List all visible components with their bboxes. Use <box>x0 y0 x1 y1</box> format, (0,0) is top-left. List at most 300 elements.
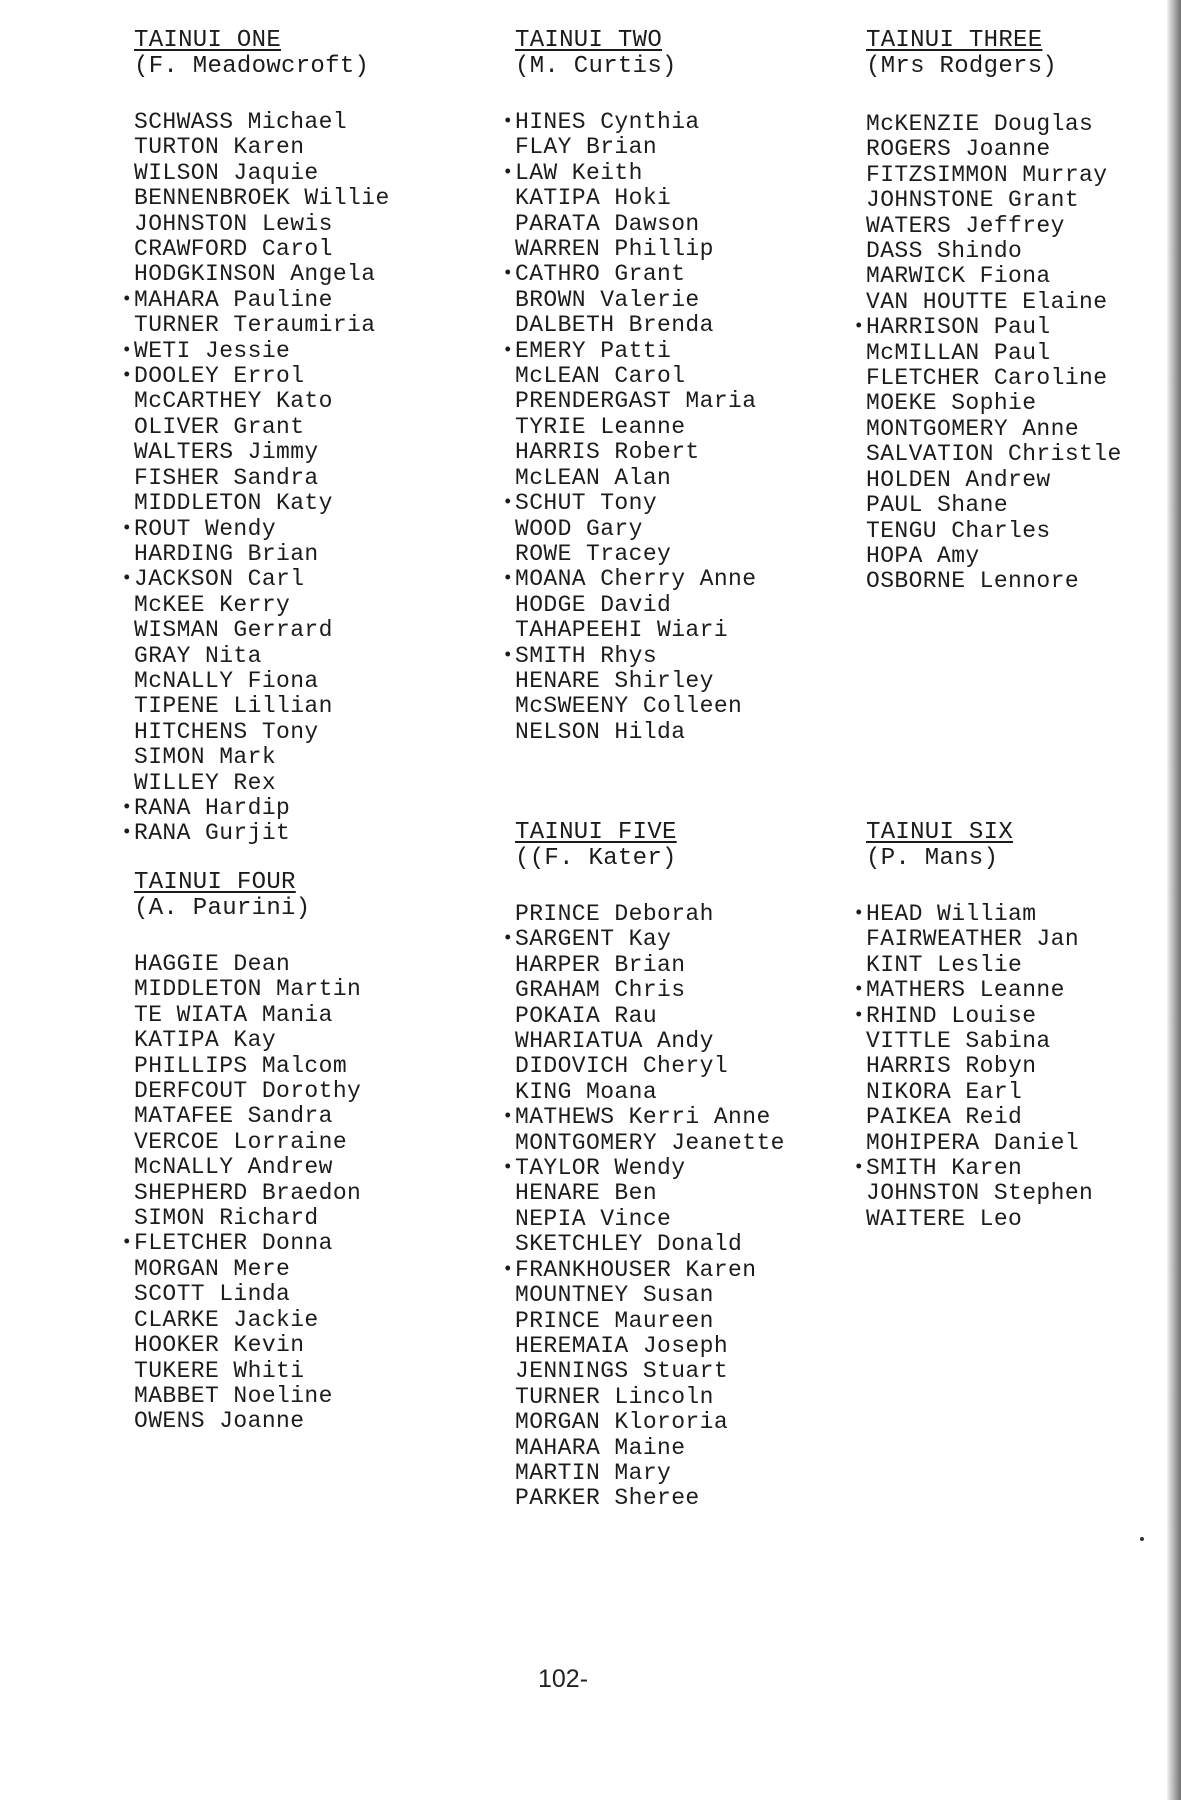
member-name: FLETCHER Donna <box>134 1230 333 1257</box>
member-row <box>866 264 1181 289</box>
member-row <box>502 566 875 593</box>
member-name: FISHER Sandra <box>134 464 319 491</box>
member-name: DOOLEY Errol <box>134 363 305 390</box>
member-name: CLARKE Jackie <box>134 1306 319 1333</box>
member-row <box>134 720 494 745</box>
member-row <box>866 290 1181 315</box>
member-name: PHILLIPS Malcom <box>134 1052 348 1079</box>
member-name: WHARIATUA Andy <box>515 1028 714 1055</box>
member-name: MABBET Noeline <box>134 1382 333 1409</box>
member-list <box>853 901 1181 1232</box>
member-row <box>866 239 1181 264</box>
member-row <box>515 1309 875 1334</box>
scan-speck <box>1140 1537 1144 1541</box>
member-row <box>515 953 875 978</box>
member-row <box>134 1308 494 1333</box>
member-row <box>134 212 494 237</box>
member-name: McKEE Kerry <box>134 591 291 618</box>
member-name: MONTGOMERY Anne <box>866 415 1080 442</box>
member-list <box>853 111 1181 595</box>
member-row <box>515 1334 875 1359</box>
member-name: TENGU Charles <box>866 517 1051 544</box>
member-row <box>866 163 1181 188</box>
member-row <box>515 902 875 927</box>
member-name: WARREN Phillip <box>515 236 714 263</box>
member-name: MIDDLETON Martin <box>134 976 362 1003</box>
asterisk-marker: • <box>502 569 514 590</box>
member-name: MOEKE Sophie <box>866 390 1037 417</box>
member-row <box>134 618 494 643</box>
member-row <box>134 771 494 796</box>
member-name: PRINCE Maureen <box>515 1307 714 1334</box>
member-name: PAUL Shane <box>866 492 1009 519</box>
member-name: HARRIS Robert <box>515 439 700 466</box>
member-name: ROUT Wendy <box>134 515 277 542</box>
member-name: MATAFEE Sandra <box>134 1103 333 1130</box>
member-row <box>515 364 875 389</box>
member-name: ROGERS Joanne <box>866 136 1051 163</box>
member-row <box>866 341 1181 366</box>
class-title: TAINUI FIVE <box>515 819 677 846</box>
member-name: HEAD William <box>866 901 1037 927</box>
member-row <box>134 669 494 694</box>
member-row <box>866 391 1181 416</box>
member-name: VERCOE Lorraine <box>134 1128 348 1155</box>
member-row <box>515 542 875 567</box>
member-name: MOANA Cherry Anne <box>515 566 757 593</box>
member-row <box>502 926 875 953</box>
member-row <box>515 1181 875 1206</box>
class-teacher: (Mrs Rodgers) <box>866 53 1058 80</box>
member-row <box>502 1155 875 1182</box>
member-row <box>134 977 494 1002</box>
member-name: RHIND Louise <box>866 1002 1037 1029</box>
member-name: MAHARA Maine <box>515 1434 686 1461</box>
member-row <box>134 1104 494 1129</box>
member-list <box>502 901 875 1512</box>
member-name: BENNENBROEK Willie <box>134 185 390 212</box>
member-name: MIDDLETON Katy <box>134 490 333 517</box>
class-teacher: ((F. Kater) <box>515 845 677 872</box>
member-row <box>134 1409 494 1434</box>
member-row <box>853 1002 1181 1029</box>
member-name: MORGAN Mere <box>134 1255 291 1282</box>
member-row <box>121 337 494 364</box>
member-row <box>134 1206 494 1231</box>
member-row <box>502 261 875 288</box>
member-row <box>866 544 1181 569</box>
member-name: SMITH Rhys <box>515 642 658 669</box>
member-row <box>134 110 494 135</box>
member-name: SIMON Mark <box>134 744 277 771</box>
member-name: TAYLOR Wendy <box>515 1155 686 1182</box>
member-name: HINES Cynthia <box>515 109 700 135</box>
member-name: JOHNSTONE Grant <box>866 187 1080 214</box>
member-name: JACKSON Carl <box>134 566 305 593</box>
member-row <box>134 440 494 465</box>
member-row <box>515 440 875 465</box>
member-row <box>134 593 494 618</box>
member-row <box>866 1054 1181 1079</box>
member-name: MAHARA Pauline <box>134 286 333 313</box>
member-name: OLIVER Grant <box>134 413 305 440</box>
member-row <box>515 1029 875 1054</box>
member-row <box>502 642 875 669</box>
member-name: NIKORA Earl <box>866 1078 1023 1105</box>
member-name: MARTIN Mary <box>515 1459 672 1486</box>
member-row <box>515 1283 875 1308</box>
member-row <box>134 389 494 414</box>
member-name: HARRISON Paul <box>866 314 1051 341</box>
asterisk-marker: • <box>121 518 133 539</box>
member-row <box>121 1230 494 1257</box>
member-name: PRINCE Deborah <box>515 901 714 927</box>
class-title: TAINUI FOUR <box>134 869 296 896</box>
member-name: TURNER Teraumiria <box>134 312 376 339</box>
member-name: HODGE David <box>515 591 672 618</box>
member-row <box>515 694 875 719</box>
member-row <box>134 262 494 287</box>
member-row <box>866 493 1181 518</box>
member-row <box>866 1207 1181 1232</box>
member-row <box>134 644 494 669</box>
member-name: HOLDEN Andrew <box>866 466 1051 493</box>
asterisk-marker: • <box>121 289 133 310</box>
member-name: JOHNSTON Lewis <box>134 210 333 237</box>
class-teacher: (A. Paurini) <box>134 895 311 922</box>
member-name: WILLEY Rex <box>134 769 277 796</box>
member-name: NELSON Hilda <box>515 718 686 745</box>
member-row <box>515 237 875 262</box>
member-row <box>515 1131 875 1156</box>
member-name: MARWICK Fiona <box>866 263 1051 290</box>
member-name: McKENZIE Douglas <box>866 111 1094 137</box>
member-row <box>866 417 1181 442</box>
member-name: LAW Keith <box>515 159 643 186</box>
member-row <box>515 212 875 237</box>
member-row <box>515 1232 875 1257</box>
asterisk-marker: • <box>121 823 133 844</box>
member-name: OWENS Joanne <box>134 1408 305 1435</box>
member-row <box>502 337 875 364</box>
member-name: HENARE Shirley <box>515 667 714 694</box>
member-row <box>515 618 875 643</box>
member-name: RANA Hardip <box>134 794 291 821</box>
member-row <box>134 694 494 719</box>
member-name: JOHNSTON Stephen <box>866 1180 1094 1207</box>
member-name: KINT Leslie <box>866 951 1023 978</box>
member-name: WISMAN Gerrard <box>134 617 333 644</box>
member-row <box>134 313 494 338</box>
member-name: DERFCOUT Dorothy <box>134 1078 362 1105</box>
member-name: EMERY Patti <box>515 337 672 364</box>
member-row <box>515 1461 875 1486</box>
member-name: McLEAN Carol <box>515 363 686 390</box>
member-row <box>866 188 1181 213</box>
member-row <box>866 927 1181 952</box>
member-list <box>502 109 875 745</box>
member-row <box>866 569 1181 594</box>
member-row <box>502 490 875 517</box>
asterisk-marker: • <box>502 493 514 514</box>
member-row <box>515 135 875 160</box>
member-row <box>515 313 875 338</box>
member-name: POKAIA Rau <box>515 1002 658 1029</box>
member-row <box>515 1054 875 1079</box>
member-name: TYRIE Leanne <box>515 413 686 440</box>
member-name: FLAY Brian <box>515 134 658 161</box>
member-name: HARRIS Robyn <box>866 1053 1037 1080</box>
asterisk-marker: • <box>121 366 133 387</box>
asterisk-marker: • <box>853 1158 865 1179</box>
member-name: MORGAN Klororia <box>515 1409 729 1436</box>
asterisk-marker: • <box>121 340 133 361</box>
member-name: WOOD Gary <box>515 515 643 542</box>
member-list <box>121 951 494 1435</box>
member-row <box>121 515 494 542</box>
asterisk-marker: • <box>121 569 133 590</box>
member-name: SALVATION Christle <box>866 441 1122 468</box>
member-row <box>134 542 494 567</box>
member-row <box>134 135 494 160</box>
member-row <box>515 720 875 745</box>
member-name: HENARE Ben <box>515 1180 658 1207</box>
class-list-tainui-one <box>121 27 494 847</box>
asterisk-marker: • <box>853 1005 865 1026</box>
member-name: MATHERS Leanne <box>866 977 1065 1004</box>
member-name: WAITERE Leo <box>866 1205 1023 1232</box>
member-name: MONTGOMERY Jeanette <box>515 1129 785 1156</box>
member-name: HAGGIE Dean <box>134 951 291 977</box>
member-row <box>866 442 1181 467</box>
member-name: HODGKINSON Angela <box>134 261 376 288</box>
member-row <box>866 1181 1181 1206</box>
member-row <box>134 1384 494 1409</box>
class-list-tainui-five <box>502 819 875 1512</box>
member-name: WALTERS Jimmy <box>134 439 319 466</box>
member-row <box>515 466 875 491</box>
member-row <box>515 1436 875 1461</box>
member-row <box>134 491 494 516</box>
member-row <box>515 1207 875 1232</box>
member-name: PRENDERGAST Maria <box>515 388 757 415</box>
class-teacher: (F. Meadowcroft) <box>134 53 370 80</box>
member-name: DASS Shindo <box>866 238 1023 265</box>
class-teacher: (P. Mans) <box>866 845 999 872</box>
member-name: SHEPHERD Braedon <box>134 1179 362 1206</box>
member-name: PARKER Sheree <box>515 1485 700 1512</box>
member-row <box>134 952 494 977</box>
member-name: OSBORNE Lennore <box>866 568 1080 595</box>
member-row <box>121 286 494 313</box>
member-row <box>515 1359 875 1384</box>
member-name: BROWN Valerie <box>515 286 700 313</box>
member-name: McMILLAN Paul <box>866 339 1051 366</box>
member-row <box>866 1131 1181 1156</box>
member-row <box>515 288 875 313</box>
member-row <box>515 593 875 618</box>
member-name: HARDING Brian <box>134 540 319 567</box>
class-list-tainui-four <box>121 869 494 1435</box>
member-name: SCHWASS Michael <box>134 109 348 135</box>
member-list <box>121 109 494 847</box>
member-row <box>515 1486 875 1511</box>
member-row <box>502 1256 875 1283</box>
member-name: WATERS Jeffrey <box>866 212 1065 239</box>
member-row <box>502 1104 875 1131</box>
member-name: SARGENT Kay <box>515 926 672 953</box>
member-name: JENNINGS Stuart <box>515 1358 729 1385</box>
member-row <box>866 468 1181 493</box>
member-row <box>866 519 1181 544</box>
member-row <box>853 977 1181 1004</box>
member-name: CRAWFORD Carol <box>134 236 333 263</box>
member-row <box>515 978 875 1003</box>
member-row <box>515 186 875 211</box>
member-name: HOOKER Kevin <box>134 1332 305 1359</box>
member-row <box>853 314 1181 341</box>
asterisk-marker: • <box>502 264 514 285</box>
page-number: 102- <box>538 1665 589 1693</box>
member-name: MATHEWS Kerri Anne <box>515 1104 771 1131</box>
class-list-tainui-six <box>853 819 1181 1232</box>
member-name: TAHAPEEHI Wiari <box>515 617 729 644</box>
member-name: DIDOVICH Cheryl <box>515 1053 729 1080</box>
member-name: HITCHENS Tony <box>134 718 319 745</box>
member-row <box>121 566 494 593</box>
class-list-tainui-two <box>502 27 875 745</box>
member-row <box>134 237 494 262</box>
class-title: TAINUI SIX <box>866 819 1014 846</box>
member-name: CATHRO Grant <box>515 261 686 288</box>
member-row <box>502 159 875 186</box>
member-row <box>134 1257 494 1282</box>
member-name: FRANKHOUSER Karen <box>515 1256 757 1283</box>
member-row <box>134 1079 494 1104</box>
member-name: VITTLE Sabina <box>866 1028 1051 1055</box>
member-name: SCOTT Linda <box>134 1281 291 1308</box>
member-name: FITZSIMMON Murray <box>866 161 1108 188</box>
member-row <box>134 1359 494 1384</box>
member-row <box>134 1333 494 1358</box>
member-row <box>515 415 875 440</box>
member-name: HEREMAIA Joseph <box>515 1332 729 1359</box>
member-name: TURTON Karen <box>134 134 305 161</box>
member-name: TIPENE Lillian <box>134 693 333 720</box>
class-title: TAINUI TWO <box>515 27 663 54</box>
asterisk-marker: • <box>121 797 133 818</box>
member-name: TURNER Lincoln <box>515 1383 714 1410</box>
member-name: MOUNTNEY Susan <box>515 1282 714 1309</box>
member-row <box>515 389 875 414</box>
member-name: KATIPA Hoki <box>515 185 672 212</box>
member-name: GRAHAM Chris <box>515 977 686 1004</box>
member-name: SMITH Karen <box>866 1155 1023 1182</box>
member-name: KATIPA Kay <box>134 1027 277 1054</box>
member-name: VAN HOUTTE Elaine <box>866 288 1108 315</box>
member-row <box>515 1004 875 1029</box>
member-row <box>134 745 494 770</box>
member-name: SCHUT Tony <box>515 490 658 517</box>
member-name: McLEAN Alan <box>515 464 672 491</box>
member-row <box>502 109 875 135</box>
asterisk-marker: • <box>121 1233 133 1254</box>
asterisk-marker: • <box>853 980 865 1001</box>
class-title: TAINUI THREE <box>866 27 1043 54</box>
member-row <box>134 161 494 186</box>
class-title: TAINUI ONE <box>134 27 282 54</box>
member-row <box>134 1282 494 1307</box>
member-row <box>515 517 875 542</box>
asterisk-marker: • <box>853 317 865 338</box>
member-name: DALBETH Brenda <box>515 312 714 339</box>
member-name: ROWE Tracey <box>515 540 672 567</box>
member-name: PARATA Dawson <box>515 210 700 237</box>
member-name: HOPA Amy <box>866 542 980 569</box>
asterisk-marker: • <box>502 112 514 132</box>
member-name: PAIKEA Reid <box>866 1104 1023 1131</box>
member-row <box>134 1155 494 1180</box>
member-name: WETI Jessie <box>134 337 291 364</box>
member-name: McNALLY Fiona <box>134 667 319 694</box>
member-row <box>134 186 494 211</box>
member-name: FLETCHER Caroline <box>866 365 1108 392</box>
member-name: RANA Gurjit <box>134 820 291 847</box>
member-row <box>866 137 1181 162</box>
member-row <box>866 112 1181 137</box>
member-name: McCARTHEY Kato <box>134 388 333 415</box>
member-row <box>134 415 494 440</box>
member-row <box>515 669 875 694</box>
member-row <box>515 1410 875 1435</box>
member-name: McNALLY Andrew <box>134 1154 333 1181</box>
member-row <box>134 1003 494 1028</box>
member-name: TUKERE Whiti <box>134 1357 305 1384</box>
member-name: SKETCHLEY Donald <box>515 1231 743 1258</box>
asterisk-marker: • <box>502 929 514 950</box>
member-row <box>121 820 494 847</box>
member-row <box>853 1155 1181 1182</box>
member-name: WILSON Jaquie <box>134 159 319 186</box>
member-name: NEPIA Vince <box>515 1205 672 1232</box>
member-name: McSWEENY Colleen <box>515 693 743 720</box>
member-name: GRAY Nita <box>134 642 262 669</box>
asterisk-marker: • <box>502 1158 514 1179</box>
member-row <box>853 901 1181 927</box>
member-row <box>866 1080 1181 1105</box>
asterisk-marker: • <box>502 1107 514 1128</box>
asterisk-marker: • <box>853 904 865 924</box>
asterisk-marker: • <box>502 645 514 666</box>
class-list-tainui-three <box>853 27 1181 595</box>
asterisk-marker: • <box>502 162 514 183</box>
member-name: TE WIATA Mania <box>134 1001 333 1028</box>
member-row <box>134 1181 494 1206</box>
member-name: HARPER Brian <box>515 951 686 978</box>
member-name: FAIRWEATHER Jan <box>866 926 1080 953</box>
member-name: MOHIPERA Daniel <box>866 1129 1080 1156</box>
member-row <box>134 466 494 491</box>
member-row <box>134 1130 494 1155</box>
member-row <box>134 1054 494 1079</box>
member-row <box>866 1029 1181 1054</box>
member-row <box>866 366 1181 391</box>
member-name: SIMON Richard <box>134 1205 319 1232</box>
member-row <box>866 953 1181 978</box>
asterisk-marker: • <box>502 1259 514 1280</box>
member-row <box>515 1385 875 1410</box>
member-row <box>121 794 494 821</box>
